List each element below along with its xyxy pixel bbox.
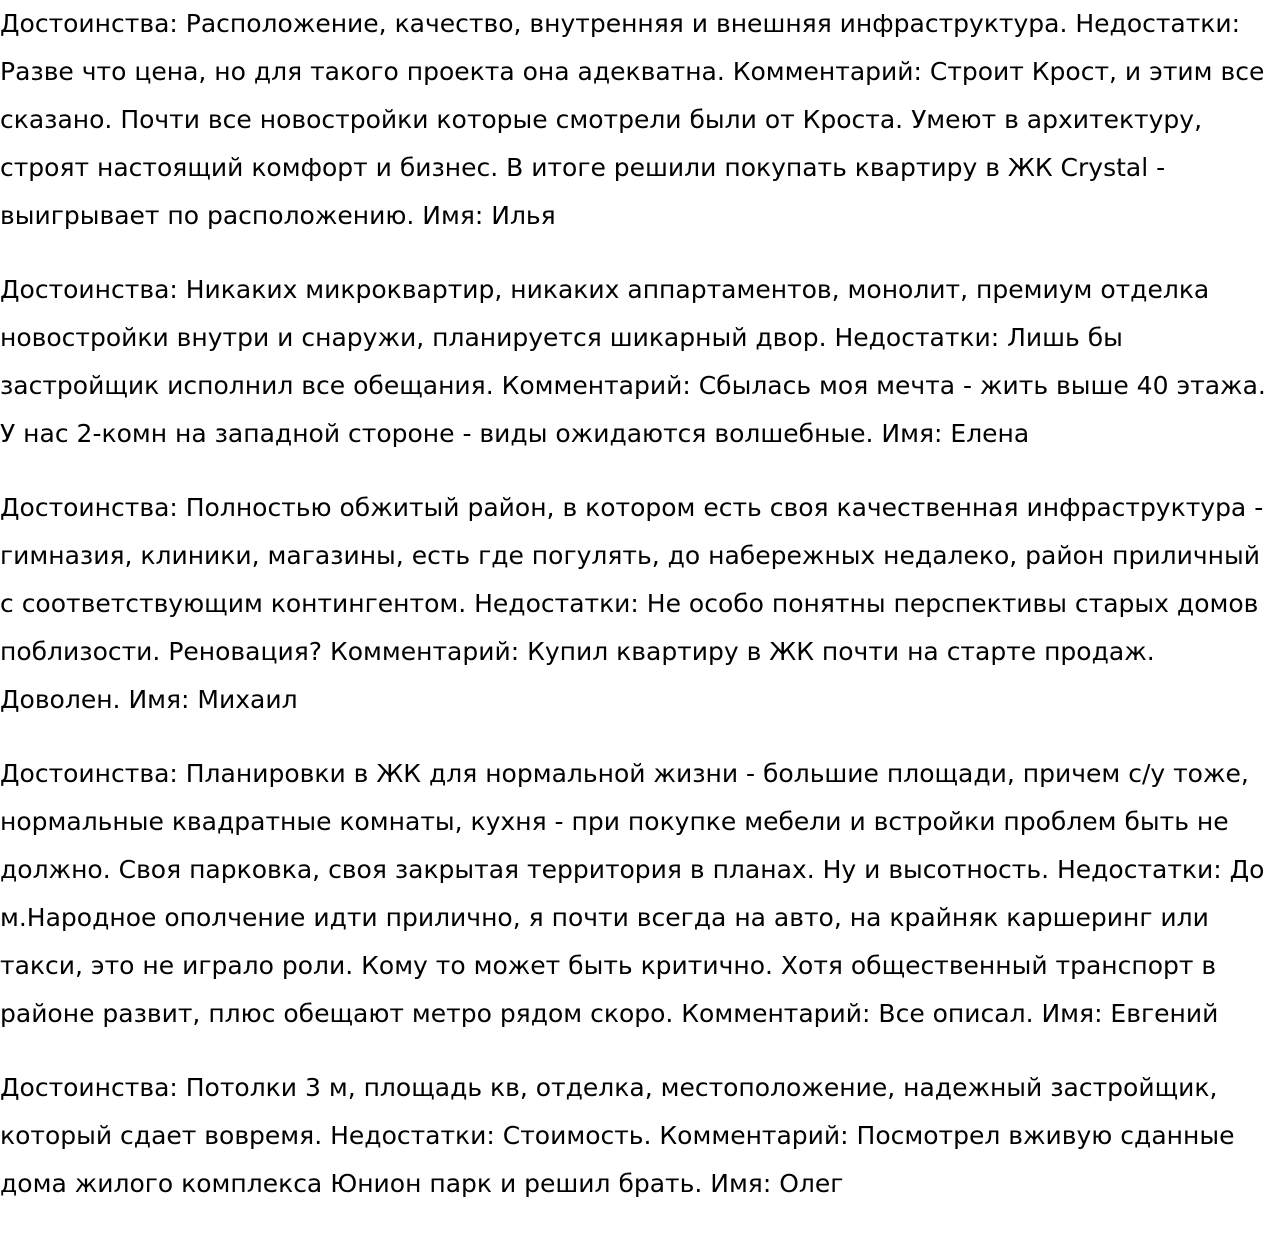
review-elena: Достоинства: Никаких микроквартир, никаких аппартаментов, монолит, премиум отделка новостройки внутри и снаружи, планируется шикарный двор. Недостатки: Лишь бы застройщик исполнил все обещания. Комментарий: Сбылась моя мечта - жить выше 40 этажа. У нас 2-комн на западной стороне - виды ожидаются волшебные. Имя: Елена <box>0 275 1266 448</box>
review-evgeniy: Достоинства: Планировки в ЖК для нормальной жизни - большие площади, причем с/у тоже, нормальные квадратные комнаты, кухня - при покупке мебели и встройки проблем быть не должно. Своя парковка, своя закрытая территория в планах. Ну и высотность. Недостатки: До м.Народное ополчение идти прилично, я почти всегда на авто, на крайняк каршеринг или такси, это не играло роли. Кому то может быть критично. Хотя общественный транспорт в районе развит, плюс обещают метро рядом скоро. Комментарий: Все описал. Имя: Евгений <box>0 759 1265 1028</box>
review-mikhail: Достоинства: Полностью обжитый район, в котором есть своя качественная инфраструктура - гимназия, клиники, магазины, есть где погулять, до набережных недалеко, район приличный с соответствующим контингентом. Недостатки: Не особо понятны перспективы старых домов поблизости. Реновация? Комментарий: Купил квартиру в ЖК почти на старте продаж. Доволен. Имя: Михаил <box>0 493 1264 714</box>
review-ilya: Достоинства: Расположение, качество, внутренняя и внешняя инфраструктура. Недостатки: Разве что цена, но для такого проекта она адекватна. Комментарий: Строит Крост, и этим все сказано. Почти все новостройки которые смотрели были от Кроста. Умеют в архитектуру, строят настоящий комфорт и бизнес. В итоге решили покупать квартиру в ЖК Crystal - выигрывает по расположению. Имя: Илья <box>0 9 1265 230</box>
review-oleg: Достоинства: Потолки 3 м, площадь кв, отделка, местоположение, надежный застройщик, который сдает вовремя. Недостатки: Стоимость. Комментарий: Посмотрел вживую сданные дома жилого комплекса Юнион парк и решил брать. Имя: Олег <box>0 1073 1235 1198</box>
